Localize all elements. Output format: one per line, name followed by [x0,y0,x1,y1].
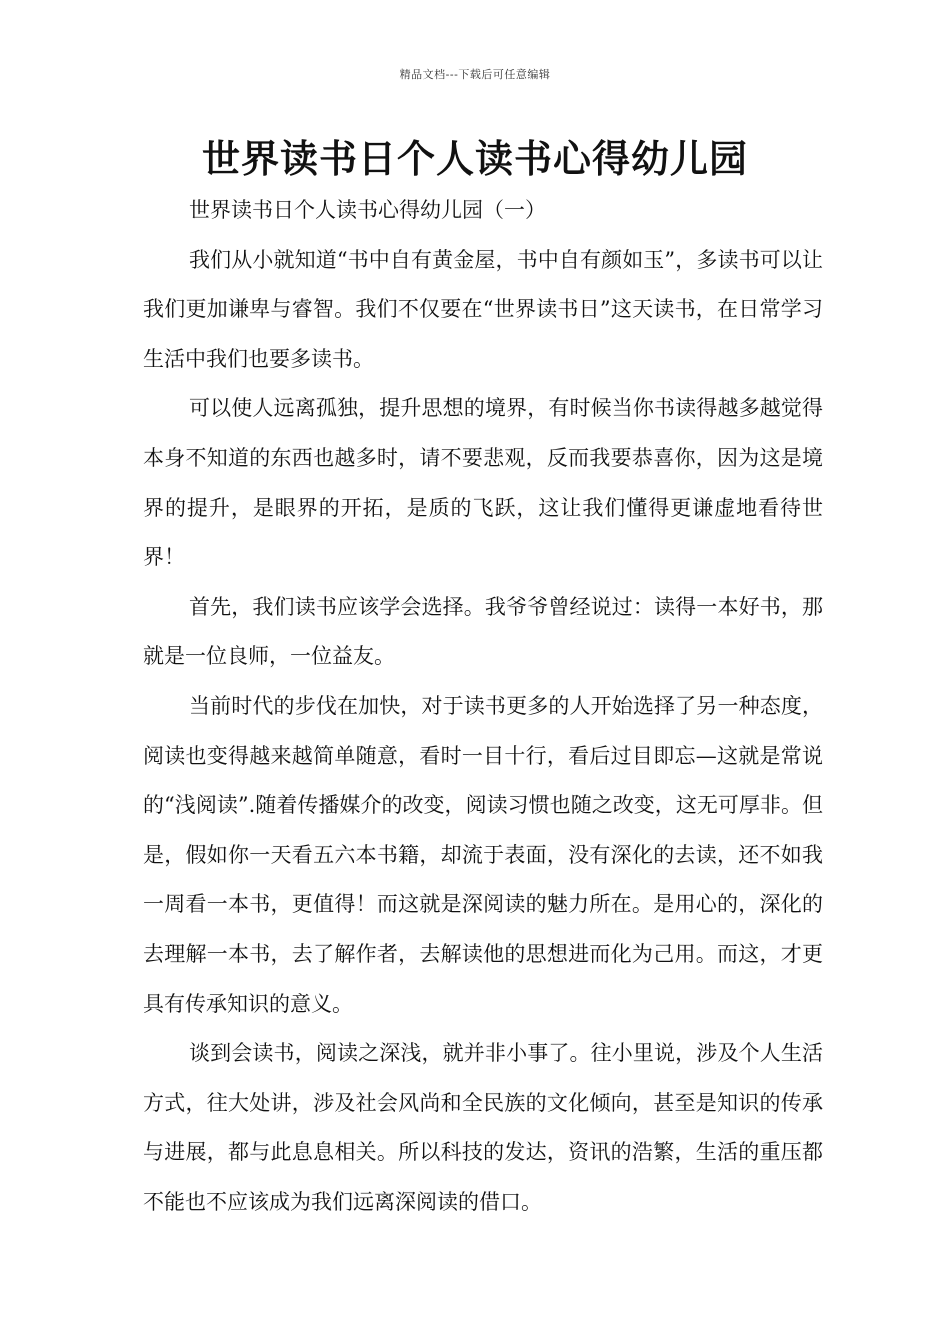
paragraph: 可以使人远离孤独，提升思想的境界，有时候当你书读得越多越觉得本身不知道的东西也越多时，请不要悲观，反而我要恭喜你，因为这是境界的提升，是眼界的开拓，是质的飞跃，这让我们懂得更谦虚地看待世界！ [143,396,823,570]
paragraph: 首先，我们读书应该学会选择。我爷爷曾经说过：读得一本好书，那就是一位良师，一位益友。 [143,594,823,669]
document-title: 世界读书日个人读书心得幼儿园 [201,137,748,181]
paragraph: 当前时代的步伐在加快，对于读书更多的人开始选择了另一种态度，阅读也变得越来越简单随意，看时一目十行，看后过目即忘—这就是常说的“浅阅读”.随着传播媒介的改变，阅读习惯也随之改变，这无可厚非。但是，假如你一天看五六本书籍，却流于表面，没有深化的去读，还不如我一周看一本书，更值得！而这就是深阅读的魅力所在。是用心的，深化的去理解一本书，去了解作者，去解读他的思想进而化为己用。而这，才更具有传承知识的意义。 [143,693,823,1016]
header-note: 精品文档---下载后可任意编辑 [399,68,551,81]
paragraph: 我们从小就知道“书中自有黄金屋，书中自有颜如玉”，多读书可以让我们更加谦卑与睿智。我们不仅要在“世界读书日”这天读书，在日常学习生活中我们也要多读书。 [143,247,823,371]
paragraph: 谈到会读书，阅读之深浅，就并非小事了。往小里说，涉及个人生活方式，往大处讲，涉及社会风尚和全民族的文化倾向，甚至是知识的传承与进展，都与此息息相关。所以科技的发达，资讯的浩繁，生活的重压都不能也不应该成为我们远离深阅读的借口。 [143,1041,823,1214]
document-subtitle: 世界读书日个人读书心得幼儿园（一） [189,198,546,222]
document-body [143,186,823,1227]
